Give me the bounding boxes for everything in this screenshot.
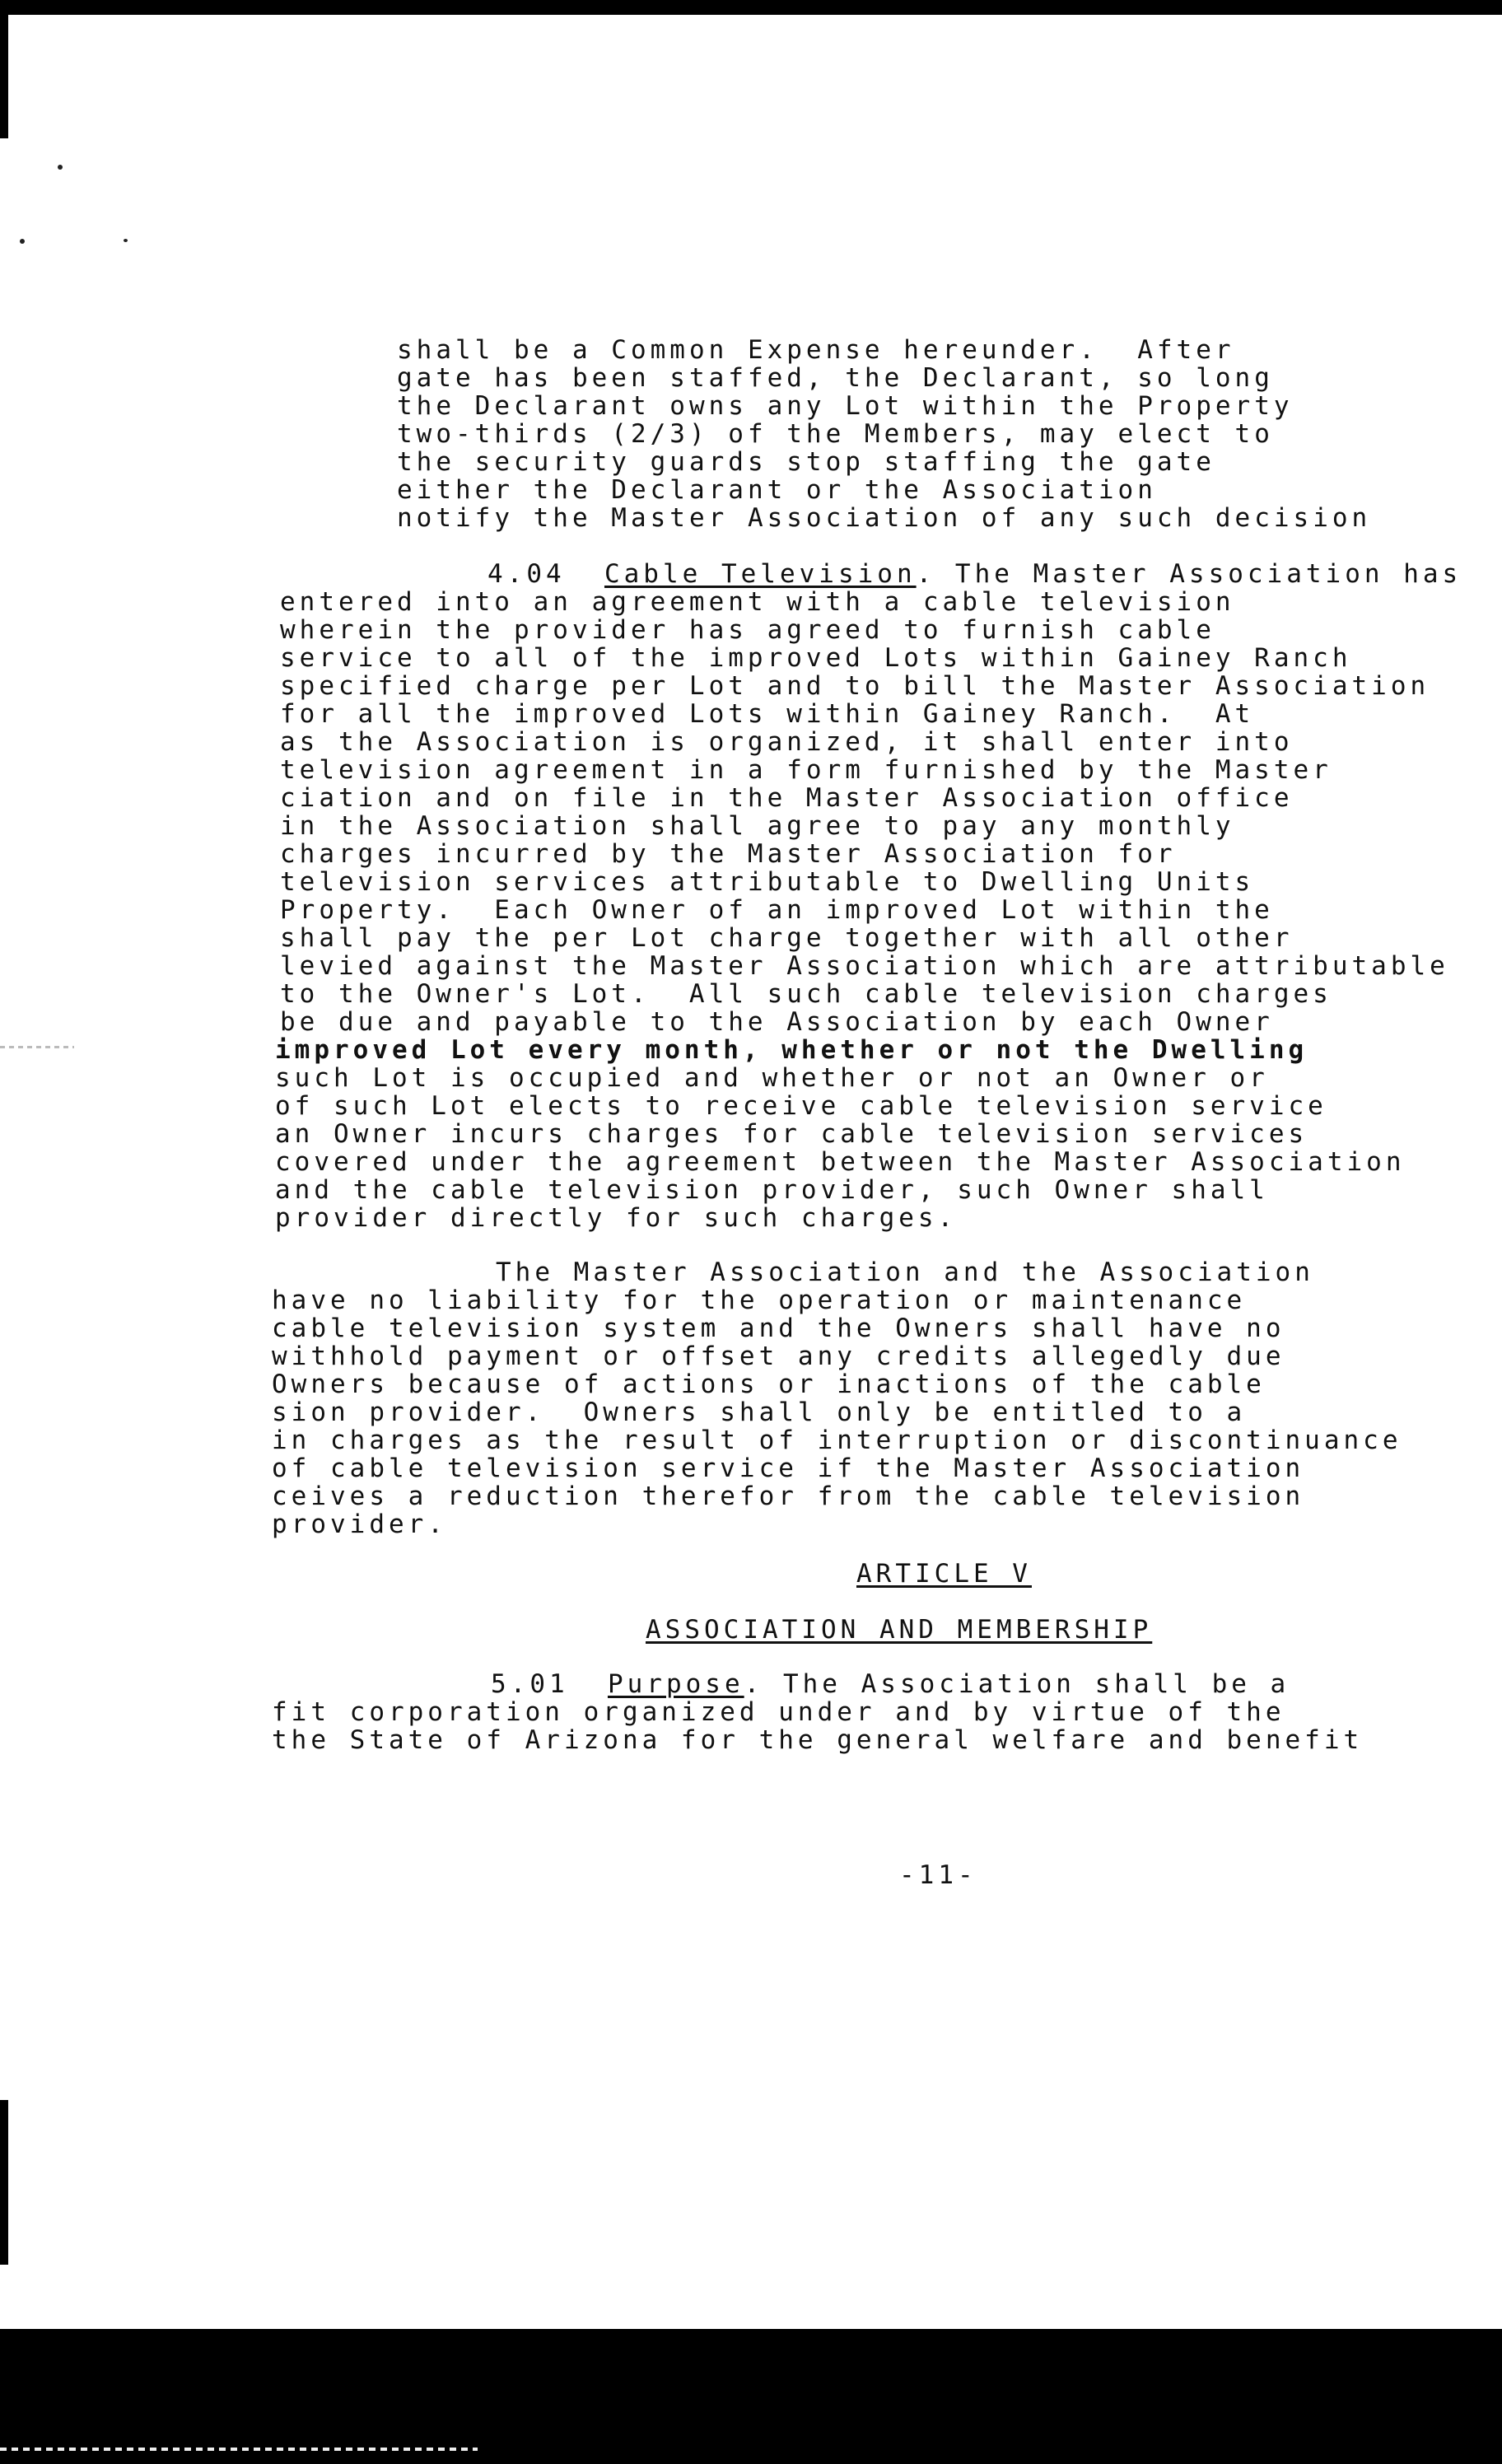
text-line: and the cable television provider, such Owner shall	[275, 1175, 1269, 1205]
text-line: ciation and on file in the Master Association office	[280, 783, 1294, 813]
text-line: gate has been staffed, the Declarant, so long	[397, 363, 1274, 393]
text-line: of cable television service if the Master Association	[272, 1454, 1305, 1483]
text-line: service to all of the improved Lots within Gainey Ranch	[280, 643, 1352, 673]
text-line: notify the Master Association of any such decision	[397, 503, 1372, 533]
article-number: ARTICLE V	[856, 1559, 1032, 1589]
section-heading: Purpose	[607, 1669, 744, 1699]
section-heading-line	[491, 1670, 1290, 1698]
text-line: television agreement in a form furnished by the Master	[280, 755, 1332, 785]
text-line: . The Association shall be a	[744, 1669, 1290, 1699]
text-line: either the Declarant or the Association	[397, 475, 1157, 505]
text-line: to the Owner's Lot. All such cable television charges	[280, 979, 1332, 1009]
page-number: -11-	[899, 1860, 977, 1890]
article-title: ASSOCIATION AND MEMBERSHIP	[646, 1615, 1153, 1645]
section-number: 5.01	[491, 1669, 569, 1699]
section-heading: Cable Television	[604, 559, 917, 589]
text-line: entered into an agreement with a cable television	[280, 587, 1235, 617]
text-line: in the Association shall agree to pay any monthly	[280, 811, 1235, 841]
text-line: Owners because of actions or inactions of the cable	[272, 1370, 1266, 1399]
text-line: The Master Association and the Association	[496, 1258, 1314, 1287]
text-line: of such Lot elects to receive cable television service	[275, 1091, 1327, 1121]
text-line: such Lot is occupied and whether or not an Owner or	[275, 1063, 1269, 1093]
text-line: have no liability for the operation or maintenance	[272, 1286, 1247, 1315]
text-line: Property. Each Owner of an improved Lot within the	[280, 895, 1274, 925]
text-line: . The Master Association has	[916, 559, 1462, 589]
text-line: television services attributable to Dwelling Units	[280, 867, 1255, 897]
text-line: covered under the agreement between the Master Association	[275, 1147, 1406, 1177]
text-line: ceives a reduction therefor from the cable television	[272, 1482, 1305, 1511]
text-line: cable television system and the Owners shall have no	[272, 1314, 1285, 1343]
text-line: specified charge per Lot and to bill the Master Association	[280, 671, 1430, 701]
text-line: shall pay the per Lot charge together with all other	[280, 923, 1294, 953]
text-line: the Declarant owns any Lot within the Property	[397, 391, 1294, 421]
text-line: wherein the provider has agreed to furnish cable	[280, 615, 1215, 645]
text-line: shall be a Common Expense hereunder. After	[397, 335, 1235, 365]
text-line: an Owner incurs charges for cable television services	[275, 1119, 1308, 1149]
text-line: the State of Arizona for the general welfare and benefit	[272, 1725, 1364, 1755]
section-number: 4.04	[487, 559, 566, 589]
text-line: two-thirds (2/3) of the Members, may elect to	[397, 419, 1274, 449]
text-line: as the Association is organized, it shall enter into	[280, 727, 1294, 757]
text-line: provider.	[272, 1510, 447, 1539]
text-line: provider directly for such charges.	[275, 1203, 958, 1233]
text-line: withhold payment or offset any credits allegedly due	[272, 1342, 1285, 1371]
text-line: for all the improved Lots within Gainey Ranch. At	[280, 699, 1255, 729]
text-line: the security guards stop staffing the gate	[397, 447, 1215, 477]
section-heading-line	[487, 560, 1462, 588]
text-line: be due and payable to the Association by each Owner	[280, 1007, 1274, 1037]
text-line: charges incurred by the Master Association for	[280, 839, 1177, 869]
text-line: fit corporation organized under and by virtue of the	[272, 1697, 1285, 1727]
text-line: sion provider. Owners shall only be entitled to a	[272, 1398, 1247, 1427]
text-line: in charges as the result of interruption or discontinuance	[272, 1426, 1402, 1455]
text-line: levied against the Master Association which are attributable	[280, 951, 1449, 981]
text-line-bold: improved Lot every month, whether or not the Dwelling	[275, 1035, 1308, 1065]
